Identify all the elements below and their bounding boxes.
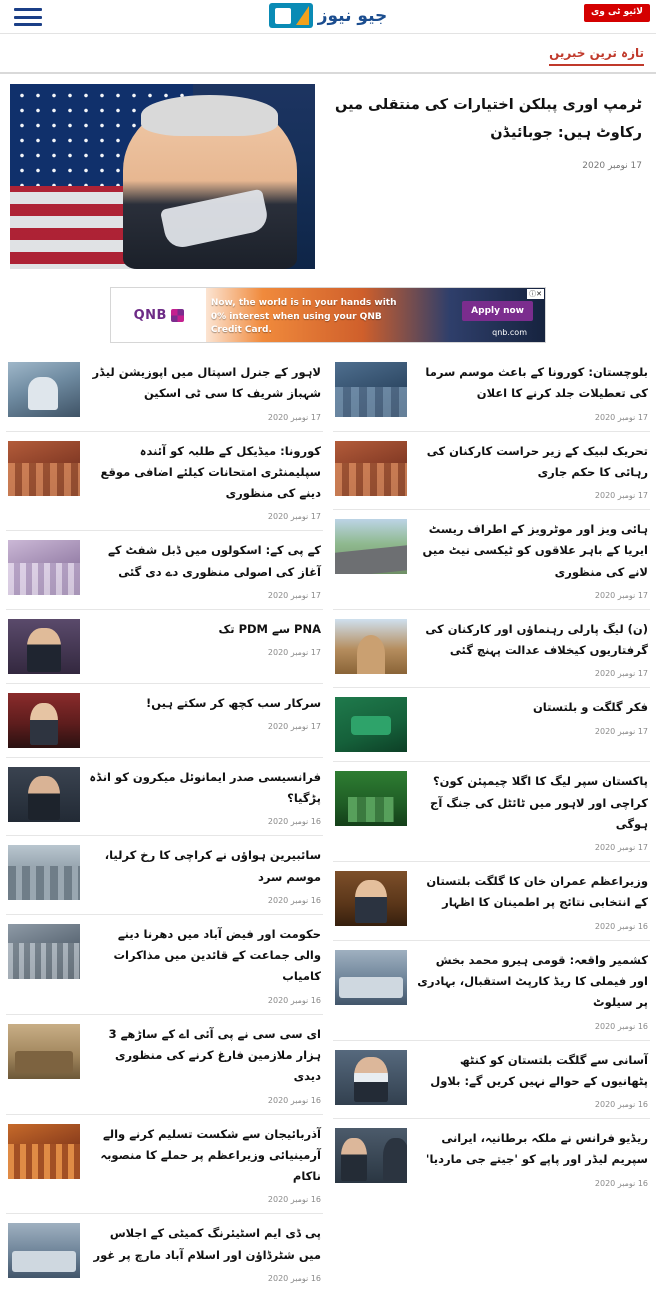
cricket-match-photo[interactable] <box>335 771 407 826</box>
news-card-body <box>415 871 648 931</box>
imran-khan-photo[interactable] <box>335 871 407 926</box>
news-card-title[interactable]: کے پی کے: اسکولوں میں ڈبل شفٹ کے آغاز کی اصولی منظوری دے دی گئی <box>108 543 321 579</box>
hospital-patient-photo[interactable] <box>8 362 80 417</box>
news-card[interactable] <box>6 1213 323 1292</box>
news-card-title[interactable]: کورونا: میڈیکل کے طلبہ کو آئندہ سپلیمنٹری امتحانات کیلئے اضافی موقع دینے کی منظوری <box>100 443 321 501</box>
news-card-date: 17 نومبر 2020 <box>267 512 321 522</box>
news-card[interactable] <box>6 609 323 683</box>
pdm-meeting-photo[interactable] <box>8 1223 80 1278</box>
news-card[interactable] <box>333 353 650 431</box>
karachi-skyline-photo[interactable] <box>8 845 80 900</box>
news-card[interactable] <box>6 835 323 914</box>
qnb-ad-banner[interactable] <box>110 287 546 343</box>
news-card-body <box>88 1024 321 1105</box>
ad-close-icon[interactable]: ⓘ✕ <box>529 290 542 298</box>
bilawal-photo[interactable] <box>335 1050 407 1105</box>
news-card-body <box>415 362 648 422</box>
news-card-title[interactable]: پی ڈی ایم اسٹیئرنگ کمیٹی کے اجلاس میں شٹرڈاؤن اور اسلام آباد مارچ پر غور <box>93 1226 321 1262</box>
news-card-body <box>88 619 321 657</box>
news-card[interactable] <box>333 761 650 861</box>
news-card[interactable] <box>6 1114 323 1214</box>
news-card-date: 16 نومبر 2020 <box>267 995 321 1005</box>
lead-story-title[interactable]: ٹرمپ اوری پبلکن اختیارات کی منتقلی میں رکاوٹ ہیں: جوبائیڈن <box>335 97 642 141</box>
news-card-body <box>415 619 648 679</box>
news-card-title[interactable]: سائبیرین ہواؤں نے کراچی کا رخ کرلیا، موسم سرد <box>104 848 321 884</box>
news-card-date: 16 نومبر 2020 <box>594 1178 648 1188</box>
news-card-body <box>88 845 321 905</box>
news-card-body <box>88 1223 321 1283</box>
ad-brand-text: QNB <box>133 307 167 323</box>
sit-in-photo[interactable] <box>8 924 80 979</box>
news-card-body <box>88 693 321 731</box>
live-tv-button[interactable]: لائیو ٹی وی <box>584 4 650 22</box>
news-card-body <box>415 1128 648 1188</box>
news-card-body <box>415 950 648 1031</box>
news-card-body <box>415 519 648 600</box>
news-card-date: 17 نومبر 2020 <box>267 648 321 658</box>
news-card[interactable] <box>6 1014 323 1114</box>
news-card-date: 17 نومبر 2020 <box>594 590 648 600</box>
news-card[interactable] <box>6 530 323 609</box>
news-card[interactable] <box>333 1040 650 1119</box>
news-card-body <box>88 1124 321 1205</box>
ad-url-text: qnb.com <box>492 328 527 337</box>
news-card-title[interactable]: آسانی سے گلگت بلتستان کو کنٹھ پٹھانیوں کے حوالے نہیں کریں گے: بلاول <box>430 1052 648 1088</box>
news-card-body <box>88 441 321 522</box>
protest-crowd-photo[interactable] <box>335 441 407 496</box>
advertisement-slot <box>0 281 656 353</box>
motorway-photo[interactable] <box>335 519 407 574</box>
lead-story[interactable] <box>0 74 656 281</box>
news-card-title[interactable]: کشمیر واقعہ: قومی ہیرو محمد بخش اور فیملی کا ریڈ کارپٹ استقبال، بہادری پر سیلوٹ <box>417 952 648 1010</box>
reception-photo[interactable] <box>335 950 407 1005</box>
news-card-body <box>88 767 321 827</box>
lead-story-image[interactable] <box>10 84 315 269</box>
ad-copy-text: Now, the world is in your hands with 0% interest when using your QNB Credit Card. <box>210 298 397 335</box>
news-card-body <box>88 924 321 1005</box>
news-card-title[interactable]: ہائی ویز اور موٹرویز کے اطراف ریسٹ ایریا کے باہر علاقوں کو ٹیکسی نیٹ میں لانے کی منظوری <box>422 522 648 579</box>
news-card[interactable] <box>6 914 323 1014</box>
news-card[interactable] <box>6 757 323 836</box>
news-card-body <box>88 362 321 422</box>
armenia-protest-photo[interactable] <box>8 1124 80 1179</box>
news-card-title[interactable]: فکر گلگت و بلتستان <box>532 700 648 715</box>
news-card-date: 17 نومبر 2020 <box>594 412 648 422</box>
students-photo[interactable] <box>335 362 407 417</box>
columnist-photo[interactable] <box>8 693 80 748</box>
news-card-title[interactable]: سرکار سب کچھ کر سکتے ہیں! <box>146 695 321 710</box>
lead-story-text <box>325 84 646 171</box>
news-card-title[interactable]: PNA سے PDM تک <box>218 621 321 636</box>
news-card-title[interactable]: بلوچستان: کورونا کے باعث موسم سرما کی تعطیلات جلد کرنے کا اعلان <box>425 365 648 401</box>
news-card[interactable] <box>333 687 650 761</box>
ad-apply-now-button[interactable]: Apply now <box>462 301 533 321</box>
news-card[interactable] <box>6 353 323 431</box>
news-column-left <box>6 353 328 1292</box>
news-card-date: 17 نومبر 2020 <box>594 491 648 501</box>
biden-hair <box>141 95 278 136</box>
news-card-date: 17 نومبر 2020 <box>267 722 321 732</box>
news-card-title[interactable]: آذربائیجان سے شکست تسلیم کرنے والے آرمینیائی وزیراعظم پر حملے کا منصوبہ ناکام <box>100 1126 321 1184</box>
news-card-title[interactable]: ای سی سی نے پی آئی اے کے ساڑھے 3 ہزار ملازمین فارغ کرنے کی منظوری دیدی <box>108 1026 321 1084</box>
news-card[interactable] <box>6 431 323 531</box>
lead-story-date: 17 نومبر 2020 <box>582 161 642 172</box>
menu-icon[interactable] <box>14 8 42 26</box>
news-card-date: 16 نومبر 2020 <box>267 1273 321 1283</box>
news-card-body <box>415 771 648 852</box>
news-card-date: 16 نومبر 2020 <box>267 817 321 827</box>
section-header <box>0 34 656 74</box>
news-card[interactable] <box>333 940 650 1040</box>
news-card-title[interactable]: لاہور کے جنرل اسپتال میں اپوزیشن لیڈر شہباز شریف کا سی ٹی اسکین <box>92 365 321 401</box>
site-header <box>0 0 656 34</box>
news-column-right <box>328 353 650 1292</box>
political-figures-photo[interactable] <box>8 619 80 674</box>
news-card-body <box>88 540 321 600</box>
news-card[interactable] <box>333 1118 650 1197</box>
lahore-court-photo[interactable] <box>335 619 407 674</box>
school-children-photo[interactable] <box>8 540 80 595</box>
ecc-meeting-photo[interactable] <box>8 1024 80 1079</box>
leaders-photo[interactable] <box>335 1128 407 1183</box>
news-card-title[interactable]: ریڈیو فرانس نے ملکہ برطانیہ، ایرانی سپریم لیڈر اور پاپے کو 'جیتے جی ماردیا' <box>425 1131 648 1167</box>
news-card-body <box>415 441 648 501</box>
news-card-title[interactable]: وزیراعظم عمران خان کا گلگت بلتستان کے انتخابی نتائج پر اطمینان کا اظہار <box>426 874 648 910</box>
news-card-date: 16 نومبر 2020 <box>594 1021 648 1031</box>
news-card[interactable] <box>333 431 650 510</box>
news-card-title[interactable]: پاکستان سپر لیگ کا اگلا چیمپئن کون؟ کراچی اور لاہور میں ٹائٹل کی جنگ آج ہوگی <box>430 774 648 831</box>
section-title: تازہ ترین خبریں <box>549 46 644 66</box>
news-card[interactable] <box>333 861 650 940</box>
news-card[interactable] <box>6 683 323 757</box>
news-card-date: 17 نومبر 2020 <box>594 726 648 736</box>
news-card-title[interactable]: حکومت اور فیض آباد میں دھرنا دینے والی جماعت کے قائدین میں مذاکرات کامیاب <box>113 926 321 984</box>
news-card-date: 16 نومبر 2020 <box>594 1100 648 1110</box>
macron-photo[interactable] <box>8 767 80 822</box>
news-card-date: 16 نومبر 2020 <box>267 1095 321 1105</box>
news-card-date: 17 نومبر 2020 <box>594 843 648 853</box>
news-card-date: 17 نومبر 2020 <box>267 590 321 600</box>
geo-logo-icon <box>269 3 313 28</box>
news-card[interactable] <box>333 609 650 688</box>
news-card-date: 16 نومبر 2020 <box>267 895 321 905</box>
news-card-body <box>415 697 648 735</box>
news-card-date: 17 نومبر 2020 <box>267 412 321 422</box>
news-card-body <box>415 1050 648 1110</box>
qnb-logo-icon <box>171 309 184 322</box>
snooker-table-photo[interactable] <box>335 697 407 752</box>
news-card-date: 16 نومبر 2020 <box>594 921 648 931</box>
brand-text: جیو نیوز <box>317 5 388 26</box>
students-exam-photo[interactable] <box>8 441 80 496</box>
news-grid <box>0 353 656 1312</box>
news-card-title[interactable]: تحریک لبیک کے زیر حراست کارکنان کی رہائی کا حکم جاری <box>426 443 648 479</box>
news-card-title[interactable]: فرانسیسی صدر ایمانوئل میکرون کو انڈہ پڑگیا؟ <box>89 769 321 806</box>
site-logo[interactable] <box>0 3 656 28</box>
news-card-date: 17 نومبر 2020 <box>594 669 648 679</box>
news-card-title[interactable]: (ن) لیگ پارلی رہنماؤں اور کارکنان کی گرفتاریوں کیخلاف عدالت پہنچ گئی <box>425 621 648 658</box>
news-card[interactable] <box>333 509 650 609</box>
ad-brand-area <box>111 288 206 342</box>
news-card-date: 16 نومبر 2020 <box>267 1195 321 1205</box>
